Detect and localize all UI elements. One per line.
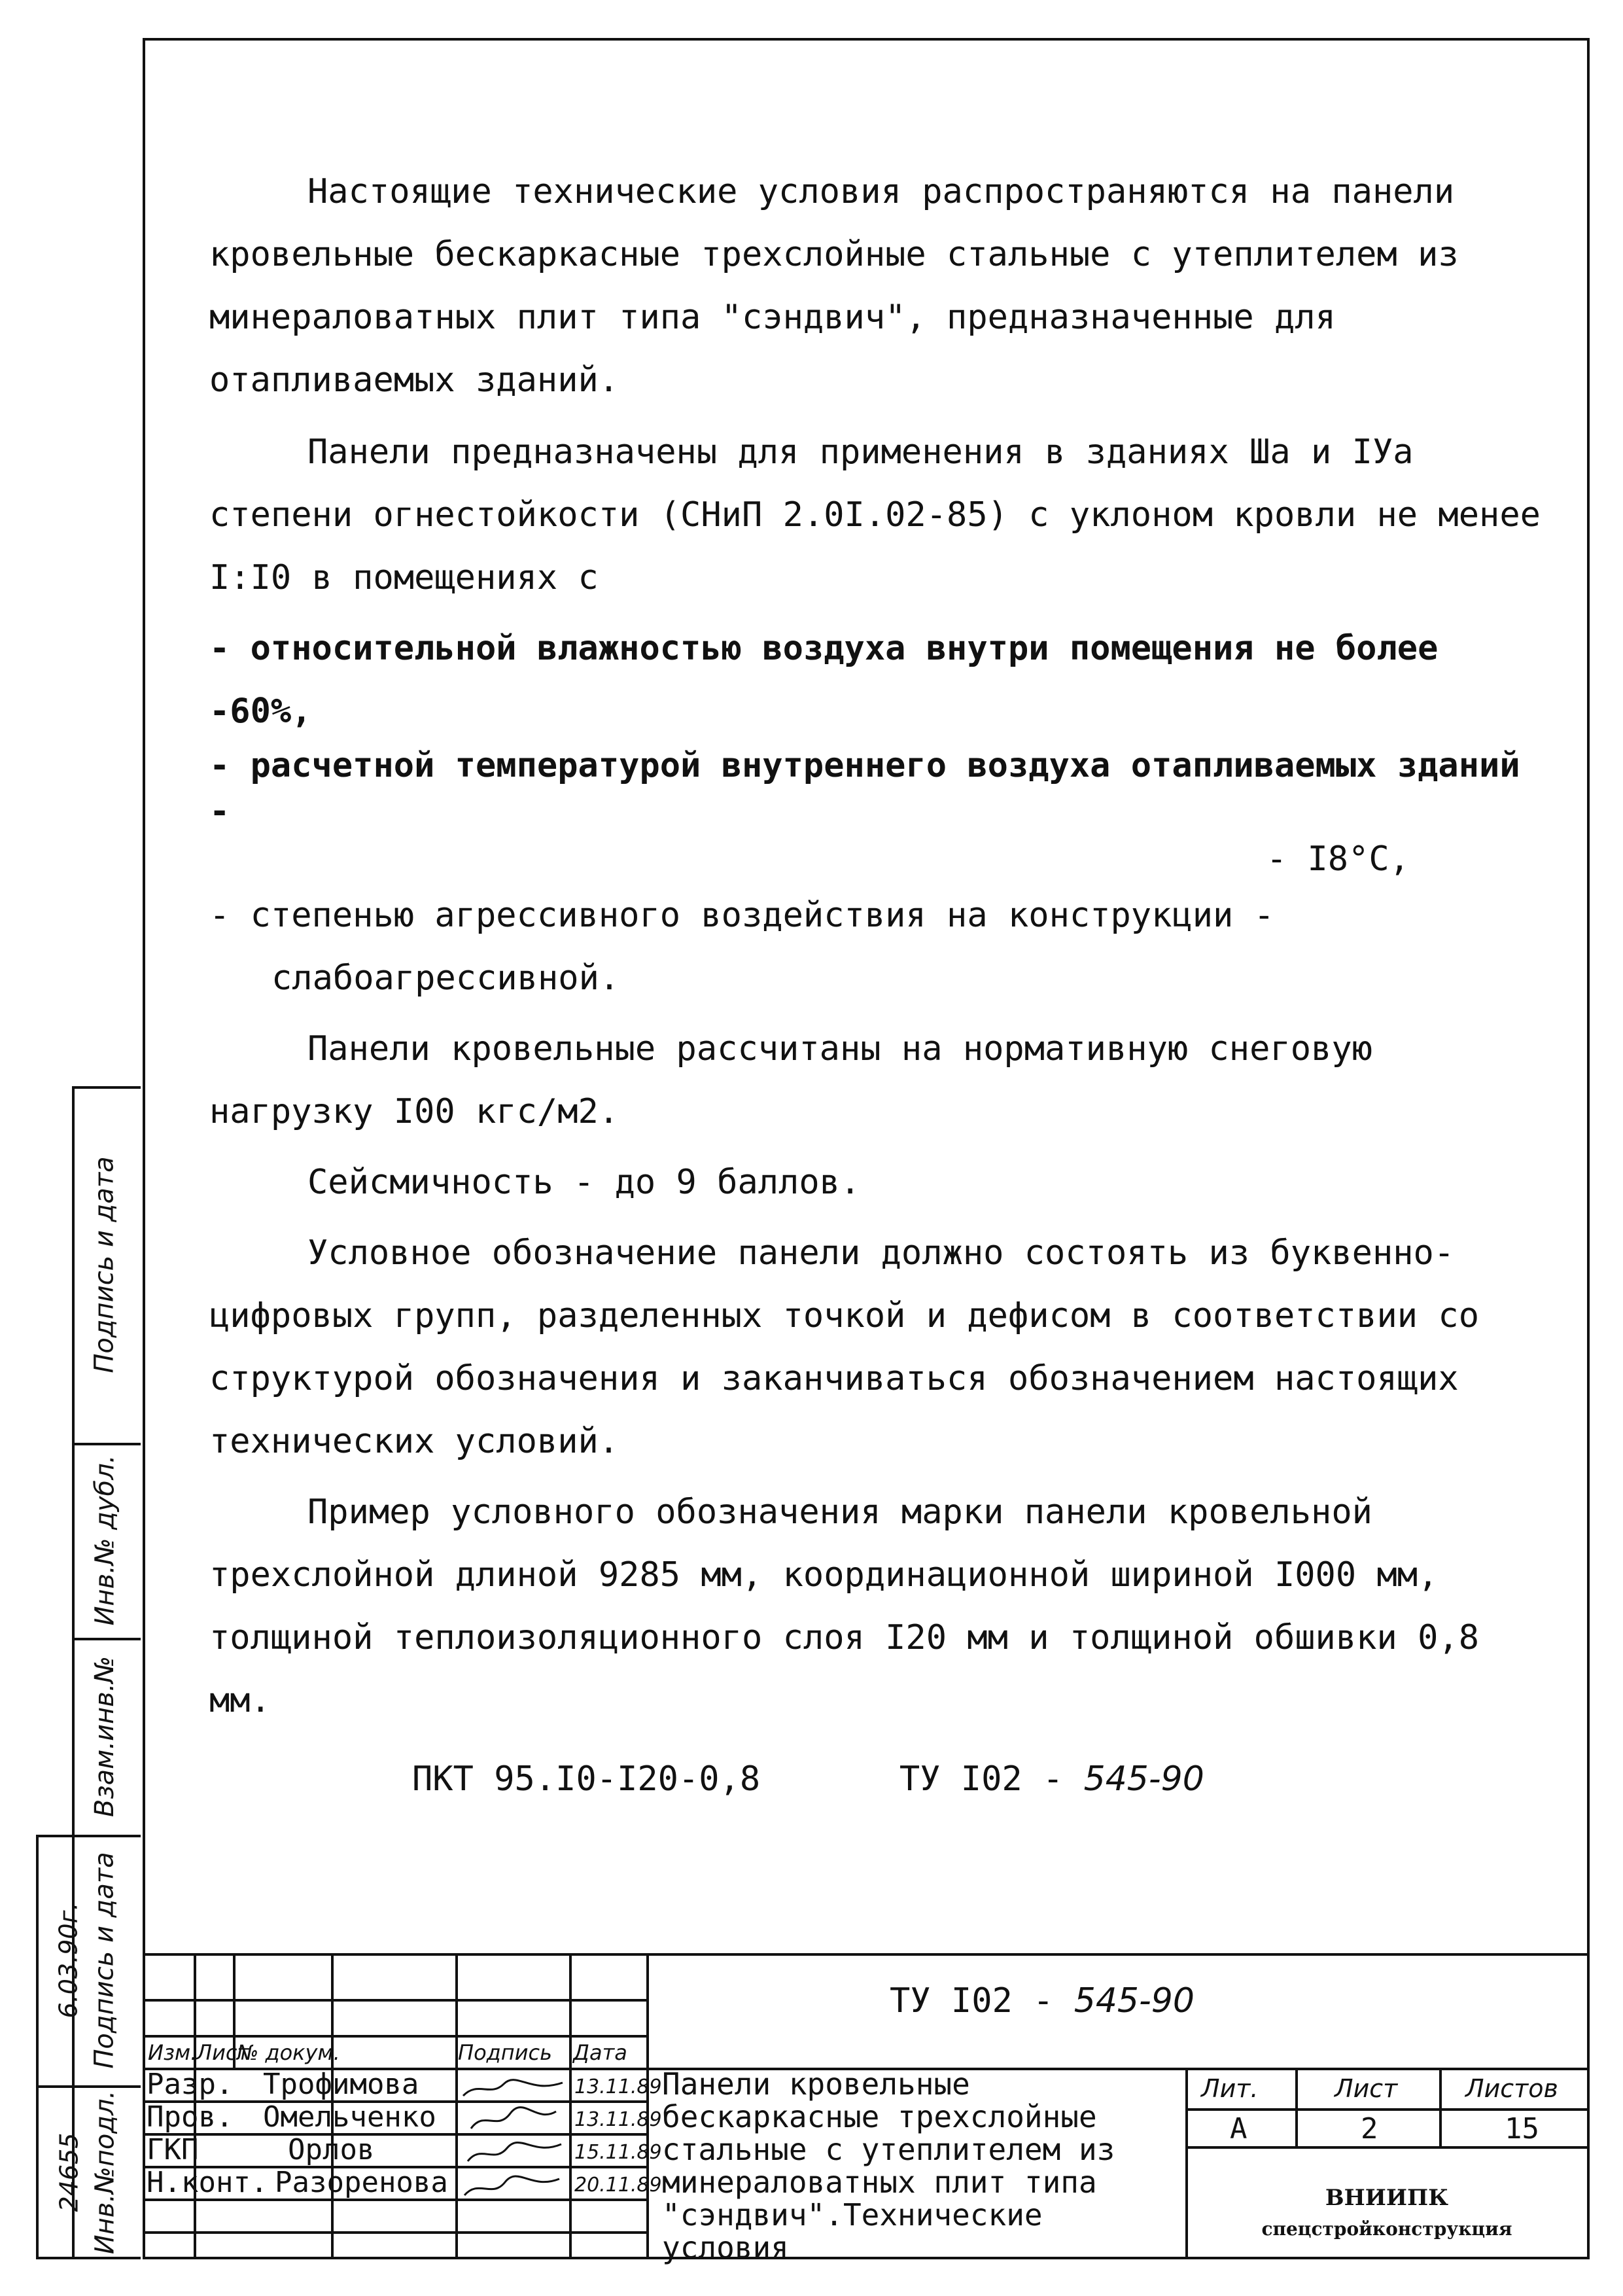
paragraph-example: Пример условного обозначения марки панели кровельной трехслойной длиной 9285 мм, координационной шириной I000 мм, толщиной теплоизоляционного слоя I20 мм и толщиной обшивки 0,8 мм.: [209, 1492, 1480, 1720]
paragraph-seismic: Сейсмичность - до 9 баллов.: [307, 1163, 861, 1202]
header-list: Лист: [196, 2040, 250, 2065]
label-vzam-inv: Взам.инв.№: [90, 1655, 120, 1817]
lit-label: Лит.: [1201, 2074, 1259, 2103]
label-inv-dubl: Инв.№ дубл.: [90, 1455, 120, 1626]
row-date: 15.11.89: [574, 2141, 662, 2164]
example-mark: ПКТ 95.I0-I20-0,8: [412, 1759, 761, 1799]
bullet-temperature: - расчетной температурой внутреннего воздуха отапливаемых зданий -: [209, 746, 1520, 831]
sheet-label: Лист: [1335, 2074, 1398, 2103]
row-date: 13.11.89: [574, 2108, 662, 2131]
row-role: Разр.: [147, 2068, 234, 2101]
row-role: Н.конт.: [147, 2166, 268, 2199]
bullet-humidity: - относительной влажностью воздуха внутри помещения не более -60%,: [209, 629, 1439, 731]
row-name: Трофимова: [263, 2068, 419, 2101]
example-tu-number: 545-90: [1083, 1759, 1204, 1799]
label-inv-podl: Инв.№подл.: [90, 2090, 120, 2255]
example-designation: [209, 1748, 1550, 1810]
sheets-label: Листов: [1465, 2074, 1558, 2103]
margin-strip: [36, 1086, 141, 2259]
header-izm: Изм.: [148, 2040, 198, 2065]
row-name: Разоренова: [275, 2166, 448, 2199]
title-block-description: Панели кровельные бескаркасные трехслойные стальные с утеплителем из минераловатных плит типа "сэндвич".Технические условия: [662, 2066, 1115, 2265]
paragraph-purpose: Панели предназначены для применения в зданиях Ша и IУа степени огнестойкости (СНиП 2.0I.02-85) с уклоном кровли не менее I:I0 в помещениях с: [209, 433, 1541, 597]
label-sign-date-1: Подпись и дата: [90, 1156, 120, 1373]
label-sign-date-2: Подпись и дата: [90, 1851, 120, 2069]
margin-sign-date: 6.03.90г.: [54, 1901, 83, 2019]
header-sign: Подпись: [458, 2040, 552, 2065]
sheets-value: 15: [1505, 2112, 1539, 2146]
header-doc: № докум.: [237, 2040, 340, 2065]
paragraph-designation: Условное обозначение панели должно состоять из буквенно-цифровых групп, разделенных точкой и дефисом в соответствии со структурой обозначения и заканчиваться обозначением настоящих технических условий.: [209, 1233, 1480, 1461]
org-name: ВНИИПК: [1325, 2185, 1449, 2211]
bullet-aggressive-value: слабоагрессивной.: [271, 959, 620, 998]
margin-inv-number: 24655: [54, 2132, 84, 2212]
sheet-value: 2: [1361, 2112, 1378, 2146]
document-body: [209, 160, 1550, 1810]
paragraph-snow-load: Панели кровельные рассчитаны на нормативную снеговую нагрузку I00 кгс/м2.: [209, 1029, 1372, 1131]
bullet-temperature-value: - I8°С,: [1266, 839, 1410, 879]
row-name: Омельченко: [263, 2100, 436, 2134]
paragraph-intro: Настоящие технические условия распространяются на панели кровельные бескаркасные трехслойные стальные с утеплителем из минераловатных плит типа "сэндвич", предназначенные для отапливаемых зданий.: [209, 172, 1459, 400]
header-date: Дата: [573, 2040, 627, 2065]
row-date: 13.11.89: [574, 2075, 662, 2098]
organization: [1191, 2182, 1583, 2245]
row-name: Орлов: [288, 2133, 375, 2166]
doc-code-number: 545-90: [1073, 1981, 1195, 2021]
row-date: 20.11.89: [574, 2174, 662, 2197]
org-sub: спецстройконструкция: [1261, 2218, 1512, 2240]
signatures-image: [458, 2071, 566, 2228]
row-role: ГКП: [147, 2133, 199, 2166]
row-role: Пров.: [147, 2100, 234, 2134]
lit-value: А: [1230, 2112, 1248, 2146]
doc-code-prefix: ТУ I02 -: [890, 1981, 1054, 2021]
bullet-aggressive: - степенью агрессивного воздействия на конструкции -: [209, 896, 1274, 935]
title-block-code: [890, 1981, 1195, 2021]
example-tu-prefix: ТУ I02 -: [899, 1759, 1064, 1799]
